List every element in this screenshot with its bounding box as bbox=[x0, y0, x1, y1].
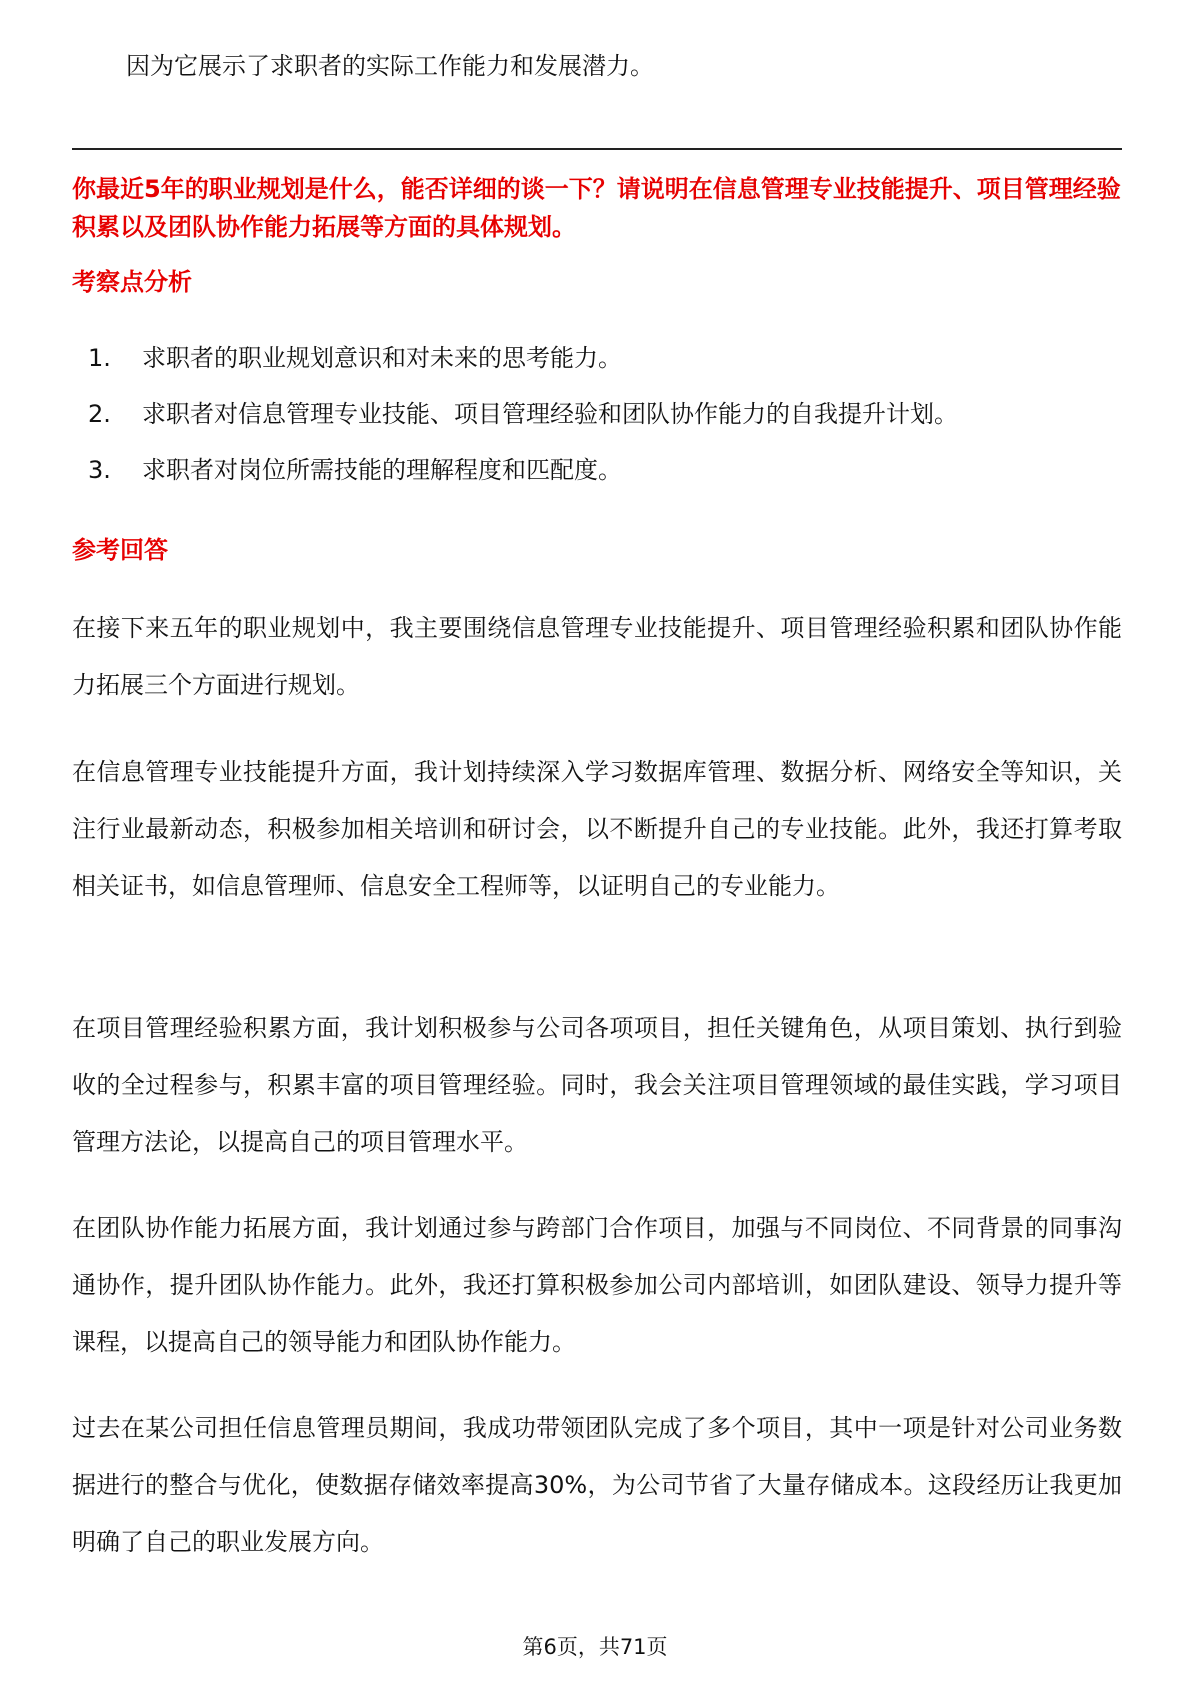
question-heading: 你最近5年的职业规划是什么，能否详细的谈一下？请说明在信息管理专业技能提升、项目管理经验积累以及团队协作能力拓展等方面的具体规划。 bbox=[72, 175, 1121, 241]
answer-heading: 参考回答 bbox=[72, 536, 168, 564]
list-number: 1. bbox=[88, 344, 111, 372]
list-number: 2. bbox=[88, 400, 111, 428]
list-item bbox=[72, 394, 1122, 450]
analysis-list bbox=[72, 338, 1122, 506]
list-number: 3. bbox=[88, 456, 111, 484]
analysis-heading: 考察点分析 bbox=[72, 268, 192, 296]
page-number: 第6页，共71页 bbox=[522, 1635, 668, 1659]
list-text: 求职者的职业规划意识和对未来的思考能力。 bbox=[142, 344, 622, 372]
list-text: 求职者对岗位所需技能的理解程度和匹配度。 bbox=[142, 456, 622, 484]
answer-paragraph: 在接下来五年的职业规划中，我主要围绕信息管理专业技能提升、项目管理经验积累和团队协作能力拓展三个方面进行规划。 bbox=[72, 614, 1122, 699]
answer-paragraph: 在团队协作能力拓展方面，我计划通过参与跨部门合作项目，加强与不同岗位、不同背景的同事沟通协作，提升团队协作能力。此外，我还打算积极参加公司内部培训，如团队建设、领导力提升等课程，以提高自己的领导能力和团队协作能力。 bbox=[72, 1214, 1122, 1356]
answer-paragraph: 在项目管理经验积累方面，我计划积极参与公司各项项目，担任关键角色，从项目策划、执行到验收的全过程参与，积累丰富的项目管理经验。同时，我会关注项目管理领域的最佳实践，学习项目管理方法论，以提高自己的项目管理水平。 bbox=[72, 1014, 1122, 1156]
list-item bbox=[72, 450, 1122, 506]
answer-paragraph: 在信息管理专业技能提升方面，我计划持续深入学习数据库管理、数据分析、网络安全等知识，关注行业最新动态，积极参加相关培训和研讨会，以不断提升自己的专业技能。此外，我还打算考取相关证书，如信息管理师、信息安全工程师等，以证明自己的专业能力。 bbox=[72, 758, 1122, 900]
lead-line: 因为它展示了求职者的实际工作能力和发展潜力。 bbox=[126, 52, 654, 80]
list-text: 求职者对信息管理专业技能、项目管理经验和团队协作能力的自我提升计划。 bbox=[142, 400, 958, 428]
list-item bbox=[72, 338, 1122, 394]
divider bbox=[72, 148, 1122, 150]
answer-paragraph: 过去在某公司担任信息管理员期间，我成功带领团队完成了多个项目，其中一项是针对公司业务数据进行的整合与优化，使数据存储效率提高30%，为公司节省了大量存储成本。这段经历让我更加明确了自己的职业发展方向。 bbox=[72, 1414, 1122, 1556]
